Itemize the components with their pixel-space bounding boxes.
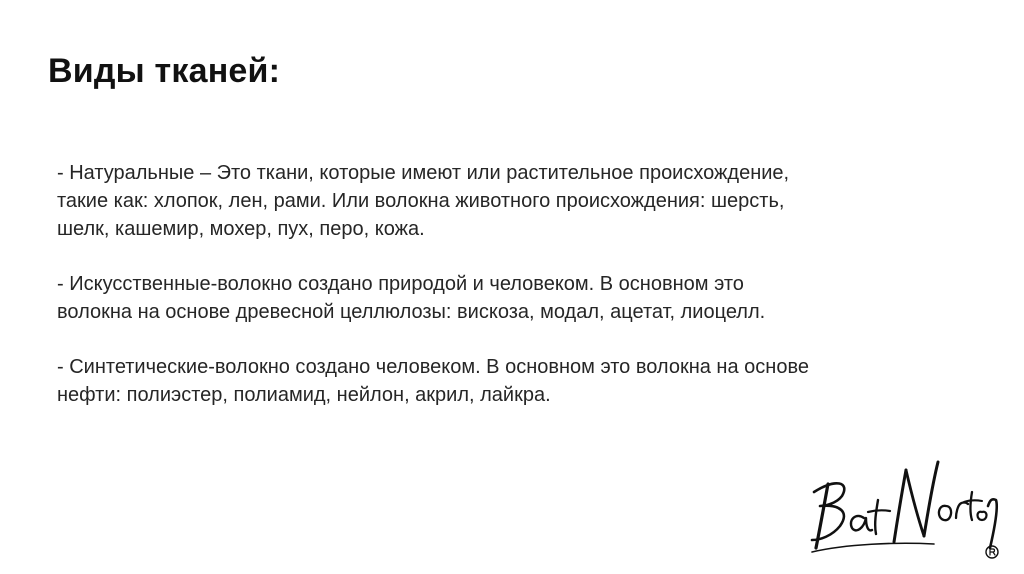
signature-logo-icon (806, 456, 1002, 560)
paragraph-artificial: - Искусственные-волокно создано природой и человеком. В основном это волокна на основе древесной целлюлозы: вискоза, модал, ацетат, лиоцелл. (57, 273, 766, 323)
slide-body (57, 159, 977, 436)
signature-logo (806, 456, 1002, 560)
slide-title: Виды тканей: (48, 52, 281, 90)
paragraph-natural: - Натуральные – Это ткани, которые имеют или растительное происхождение, такие как: хлопок, лен, рами. Или волокна животного происхождения: шерсть, шелк, кашемир, мохер, пух, перо, кожа. (57, 162, 790, 240)
paragraph-synthetic: - Синтетические-волокно создано человеком. В основном это волокна на основе нефти: полиэстер, полиамид, нейлон, акрил, лайкра. (57, 356, 809, 406)
